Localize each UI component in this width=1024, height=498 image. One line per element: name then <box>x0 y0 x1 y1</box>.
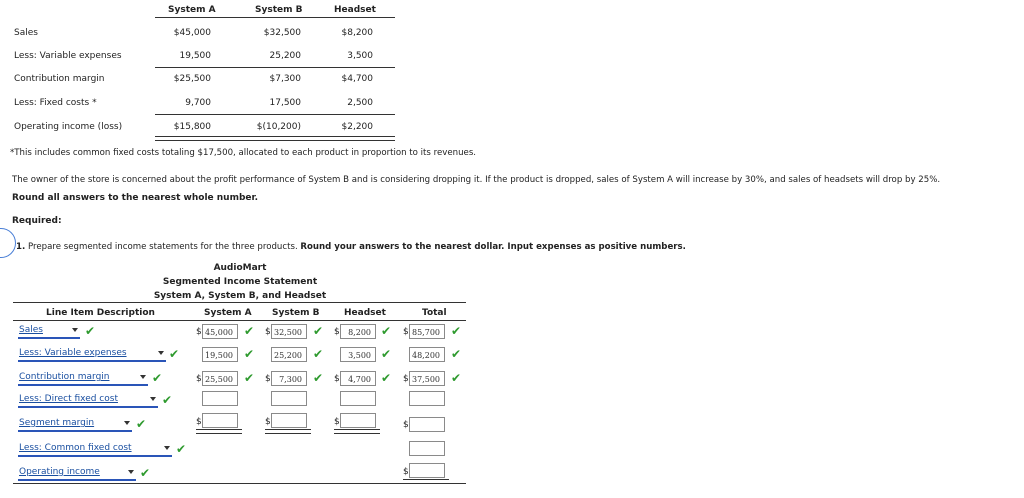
check-icon: ✔ <box>451 347 462 361</box>
input-variable-system-a[interactable]: 19,500 <box>202 347 238 362</box>
input-operating-income-total[interactable] <box>409 463 445 478</box>
total-double-rule <box>155 136 395 141</box>
input-sales-system-a[interactable]: 45,000 <box>202 324 238 339</box>
check-icon: ✔ <box>313 324 324 338</box>
cell: 3,500 <box>347 51 373 61</box>
line-item-select-operating-income[interactable] <box>18 467 136 481</box>
chevron-down-icon <box>164 446 170 450</box>
select-value: Less: Common fixed cost <box>19 443 132 453</box>
company-name: AudioMart <box>213 263 267 273</box>
check-icon: ✔ <box>313 347 324 361</box>
select-value: Contribution margin <box>19 372 110 382</box>
col-header-headset: Headset <box>344 308 386 318</box>
check-icon: ✔ <box>381 371 392 385</box>
check-icon: ✔ <box>140 466 151 480</box>
statement-title: Segmented Income Statement <box>162 277 318 287</box>
dollar-sign: $ <box>403 327 409 337</box>
question-instruction: Round your answers to the nearest dollar. Input expenses as positive numbers. <box>300 242 686 252</box>
input-common-fixed-total[interactable] <box>409 441 445 456</box>
line-item-select-segment-margin[interactable] <box>18 418 132 432</box>
subtotal-rule <box>155 114 395 115</box>
cell: 9,700 <box>185 98 211 108</box>
line-item-select-sales[interactable] <box>18 325 80 339</box>
input-contribution-total[interactable]: 37,500 <box>409 371 445 386</box>
statement-subtitle: System A, System B, and Headset <box>153 291 327 301</box>
select-value: Segment margin <box>19 418 95 428</box>
col-header-system-a: System A <box>204 308 252 318</box>
chevron-down-icon <box>124 421 130 425</box>
select-value: Less: Direct fixed cost <box>19 394 118 404</box>
dollar-sign: $ <box>196 327 202 337</box>
input-direct-fixed-total[interactable] <box>409 391 445 406</box>
cell: $25,500 <box>173 74 211 84</box>
row-label: Contribution margin <box>14 74 105 84</box>
cell: $4,700 <box>341 74 373 84</box>
row-label: Operating income (loss) <box>14 122 123 132</box>
input-sales-system-b[interactable]: 32,500 <box>271 324 307 339</box>
dollar-sign: $ <box>334 374 340 384</box>
check-icon: ✔ <box>244 324 255 338</box>
line-item-select-variable-expenses[interactable] <box>18 348 166 362</box>
row-label: Sales <box>14 28 38 38</box>
chevron-down-icon <box>128 470 134 474</box>
line-item-select-contribution-margin[interactable] <box>18 372 148 386</box>
check-icon: ✔ <box>451 324 462 338</box>
line-item-select-direct-fixed-cost[interactable] <box>18 394 158 408</box>
header-rule <box>155 17 395 18</box>
check-icon: ✔ <box>85 324 96 338</box>
input-segment-system-a[interactable] <box>202 413 238 428</box>
col-header-line-item: Line Item Description <box>46 308 155 318</box>
input-contribution-system-a[interactable]: 25,500 <box>202 371 238 386</box>
line-item-select-common-fixed-cost[interactable] <box>18 443 172 457</box>
chevron-down-icon <box>150 397 156 401</box>
check-icon: ✔ <box>162 393 173 407</box>
check-icon: ✔ <box>451 371 462 385</box>
segment-double-rule <box>196 429 242 434</box>
footnote: *This includes common fixed costs totaling $17,500, allocated to each product in proportion to its revenues. <box>10 148 477 158</box>
cell: 17,500 <box>269 98 301 108</box>
input-segment-system-b[interactable] <box>271 413 307 428</box>
segment-double-rule <box>265 429 311 434</box>
select-value: Sales <box>19 325 43 335</box>
input-variable-system-b[interactable]: 25,200 <box>271 347 307 362</box>
cell: 19,500 <box>179 51 211 61</box>
dollar-sign: $ <box>196 374 202 384</box>
col-header-total: Total <box>422 308 447 318</box>
question-text: Prepare segmented income statements for the three products. <box>27 242 298 252</box>
header-rule <box>13 320 466 321</box>
chevron-down-icon <box>72 328 78 332</box>
total-double-rule <box>403 479 449 484</box>
select-value: Operating income <box>19 467 100 477</box>
input-direct-fixed-system-a[interactable] <box>202 391 238 406</box>
col-header-system-b: System B <box>255 5 303 15</box>
check-icon: ✔ <box>169 347 180 361</box>
dollar-sign: $ <box>265 417 271 427</box>
subtotal-rule <box>155 67 395 68</box>
input-direct-fixed-headset[interactable] <box>340 391 376 406</box>
rounding-note: Round all answers to the nearest whole number. <box>12 193 259 203</box>
dollar-sign: $ <box>265 327 271 337</box>
dollar-sign: $ <box>334 417 340 427</box>
check-icon: ✔ <box>381 347 392 361</box>
dollar-sign: $ <box>403 467 409 477</box>
col-header-system-b: System B <box>272 308 320 318</box>
row-label: Less: Variable expenses <box>14 51 122 61</box>
input-direct-fixed-system-b[interactable] <box>271 391 307 406</box>
input-segment-headset[interactable] <box>340 413 376 428</box>
select-value: Less: Variable expenses <box>19 348 127 358</box>
check-icon: ✔ <box>244 347 255 361</box>
input-contribution-system-b[interactable]: 7,300 <box>271 371 307 386</box>
segment-double-rule <box>334 429 380 434</box>
question-marker <box>0 228 16 258</box>
dollar-sign: $ <box>334 327 340 337</box>
statement-bottom-rule <box>13 483 466 484</box>
cell: $8,200 <box>341 28 373 38</box>
check-icon: ✔ <box>176 442 187 456</box>
cell: $32,500 <box>263 28 301 38</box>
input-variable-headset[interactable]: 3,500 <box>340 347 376 362</box>
input-segment-total[interactable] <box>409 417 445 432</box>
dollar-sign: $ <box>403 420 409 430</box>
cell: $45,000 <box>173 28 211 38</box>
required-label: Required: <box>12 216 62 226</box>
check-icon: ✔ <box>244 371 255 385</box>
input-contribution-headset[interactable]: 4,700 <box>340 371 376 386</box>
chevron-down-icon <box>140 375 146 379</box>
dollar-sign: $ <box>265 374 271 384</box>
cell: $7,300 <box>269 74 301 84</box>
cell: $2,200 <box>341 122 373 132</box>
question-number: 1. <box>16 242 26 252</box>
check-icon: ✔ <box>381 324 392 338</box>
dollar-sign: $ <box>403 374 409 384</box>
chevron-down-icon <box>158 351 164 355</box>
check-icon: ✔ <box>136 417 147 431</box>
col-header-headset: Headset <box>334 5 376 15</box>
cell: 25,200 <box>269 51 301 61</box>
cell: $15,800 <box>173 122 211 132</box>
cell: $(10,200) <box>256 122 301 132</box>
statement-top-rule <box>13 302 466 303</box>
input-sales-total[interactable]: 85,700 <box>409 324 445 339</box>
input-sales-headset[interactable]: 8,200 <box>340 324 376 339</box>
input-variable-total[interactable]: 48,200 <box>409 347 445 362</box>
check-icon: ✔ <box>152 371 163 385</box>
problem-description: The owner of the store is concerned about the profit performance of System B and is considering dropping it. If the product is dropped, sales of System A will increase by 30%, and sales of headsets will drop by 25%. <box>12 175 941 185</box>
row-label: Less: Fixed costs * <box>14 98 97 108</box>
question <box>16 242 686 252</box>
cell: 2,500 <box>347 98 373 108</box>
dollar-sign: $ <box>196 417 202 427</box>
check-icon: ✔ <box>313 371 324 385</box>
col-header-system-a: System A <box>168 5 216 15</box>
